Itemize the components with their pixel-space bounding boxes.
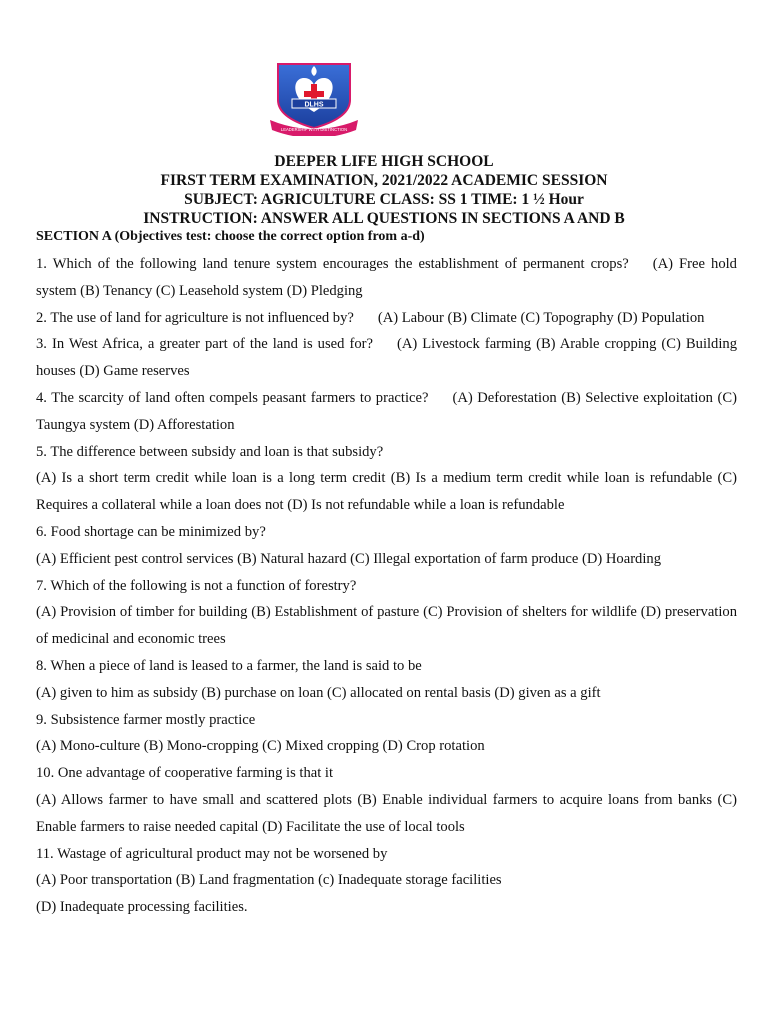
question-item: [36, 653, 737, 680]
question-item: [36, 385, 737, 439]
question-options: (A) Poor transportation (B) Land fragmentation (c) Inadequate storage facilities: [36, 872, 502, 889]
school-name: DEEPER LIFE HIGH SCHOOL: [274, 153, 494, 170]
question-item: [36, 251, 737, 305]
question-item: [36, 573, 737, 600]
question-options: (A) given to him as subsidy (B) purchase on loan (C) allocated on rental basis (D) given as a gift: [36, 684, 601, 701]
question-list: [36, 251, 737, 921]
question-text: 2. The use of land for agriculture is not influenced by?: [36, 309, 354, 326]
question-item: [36, 331, 737, 385]
question-options: (A) Provision of timber for building (B) Establishment of pasture (C) Provision of shelters for wildlife (D) preservation of medicinal and economic trees: [36, 604, 737, 648]
question-options: (A) Efficient pest control services (B) Natural hazard (C) Illegal exportation of farm produce (D) Hoarding: [36, 550, 661, 567]
question-options: (A) Livestock farming (B) Arable cropping (C) Building houses (D) Game reserves: [36, 336, 737, 380]
subject-line: SUBJECT: AGRICULTURE CLASS: SS 1 TIME: 1 ½ Hour: [184, 191, 584, 208]
question-options: (A) Allows farmer to have small and scattered plots (B) Enable individual farmers to acquire loans from banks (C) Enable farmers to raise needed capital (D) Facilitate the use of local tools: [36, 791, 737, 835]
exam-header: [0, 152, 768, 228]
question-text: 5. The difference between subsidy and loan is that subsidy?: [36, 443, 384, 460]
question-options: (A) Free hold system (B) Tenancy (C) Leasehold system (D) Pledging: [36, 256, 737, 299]
question-text: 8. When a piece of land is leased to a farmer, the land is said to be: [36, 657, 422, 674]
question-item: [36, 305, 737, 332]
logo-motto: LEADERSHIP WITH DISTINCTION: [280, 127, 348, 132]
exam-title: FIRST TERM EXAMINATION, 2021/2022 ACADEMIC SESSION: [160, 172, 608, 189]
question-item: [36, 841, 737, 868]
question-options: (A) Labour (B) Climate (C) Topography (D) Population: [377, 309, 705, 326]
question-options: (A) Mono-culture (B) Mono-cropping (C) Mixed cropping (D) Crop rotation: [36, 738, 485, 755]
question-text: 10. One advantage of cooperative farming is that it: [36, 765, 334, 782]
question-item: [36, 519, 737, 546]
question-options: (A) Is a short term credit while loan is a long term credit (B) Is a medium term credit while loan is refundable (C) Requires a collateral while a loan does not (D) Is not refundable while a loan is refundable: [36, 470, 737, 514]
school-logo: [268, 60, 360, 136]
question-text: 7. Which of the following is not a function of forestry?: [36, 577, 357, 594]
question-item: [36, 760, 737, 787]
logo-text: DLHS: [304, 101, 324, 109]
question-options: (D) Inadequate processing facilities.: [36, 899, 248, 916]
question-text: 1. Which of the following land tenure system encourages the establishment of permanent crops?: [36, 256, 629, 272]
question-text: 4. The scarcity of land often compels peasant farmers to practice?: [36, 389, 429, 406]
question-text: 11. Wastage of agricultural product may not be worsened by: [36, 845, 388, 862]
question-text: 6. Food shortage can be minimized by?: [36, 523, 266, 540]
section-a-heading: SECTION A (Objectives test: choose the correct option from a-d): [36, 229, 425, 244]
question-text: 9. Subsistence farmer mostly practice: [36, 711, 256, 728]
instruction-line: INSTRUCTION: ANSWER ALL QUESTIONS IN SECTIONS A AND B: [143, 210, 625, 227]
question-item: [36, 707, 737, 734]
question-item: [36, 439, 737, 466]
question-options: (A) Deforestation (B) Selective exploitation (C) Taungya system (D) Afforestation: [36, 389, 737, 433]
question-text: 3. In West Africa, a greater part of the land is used for?: [36, 336, 373, 353]
